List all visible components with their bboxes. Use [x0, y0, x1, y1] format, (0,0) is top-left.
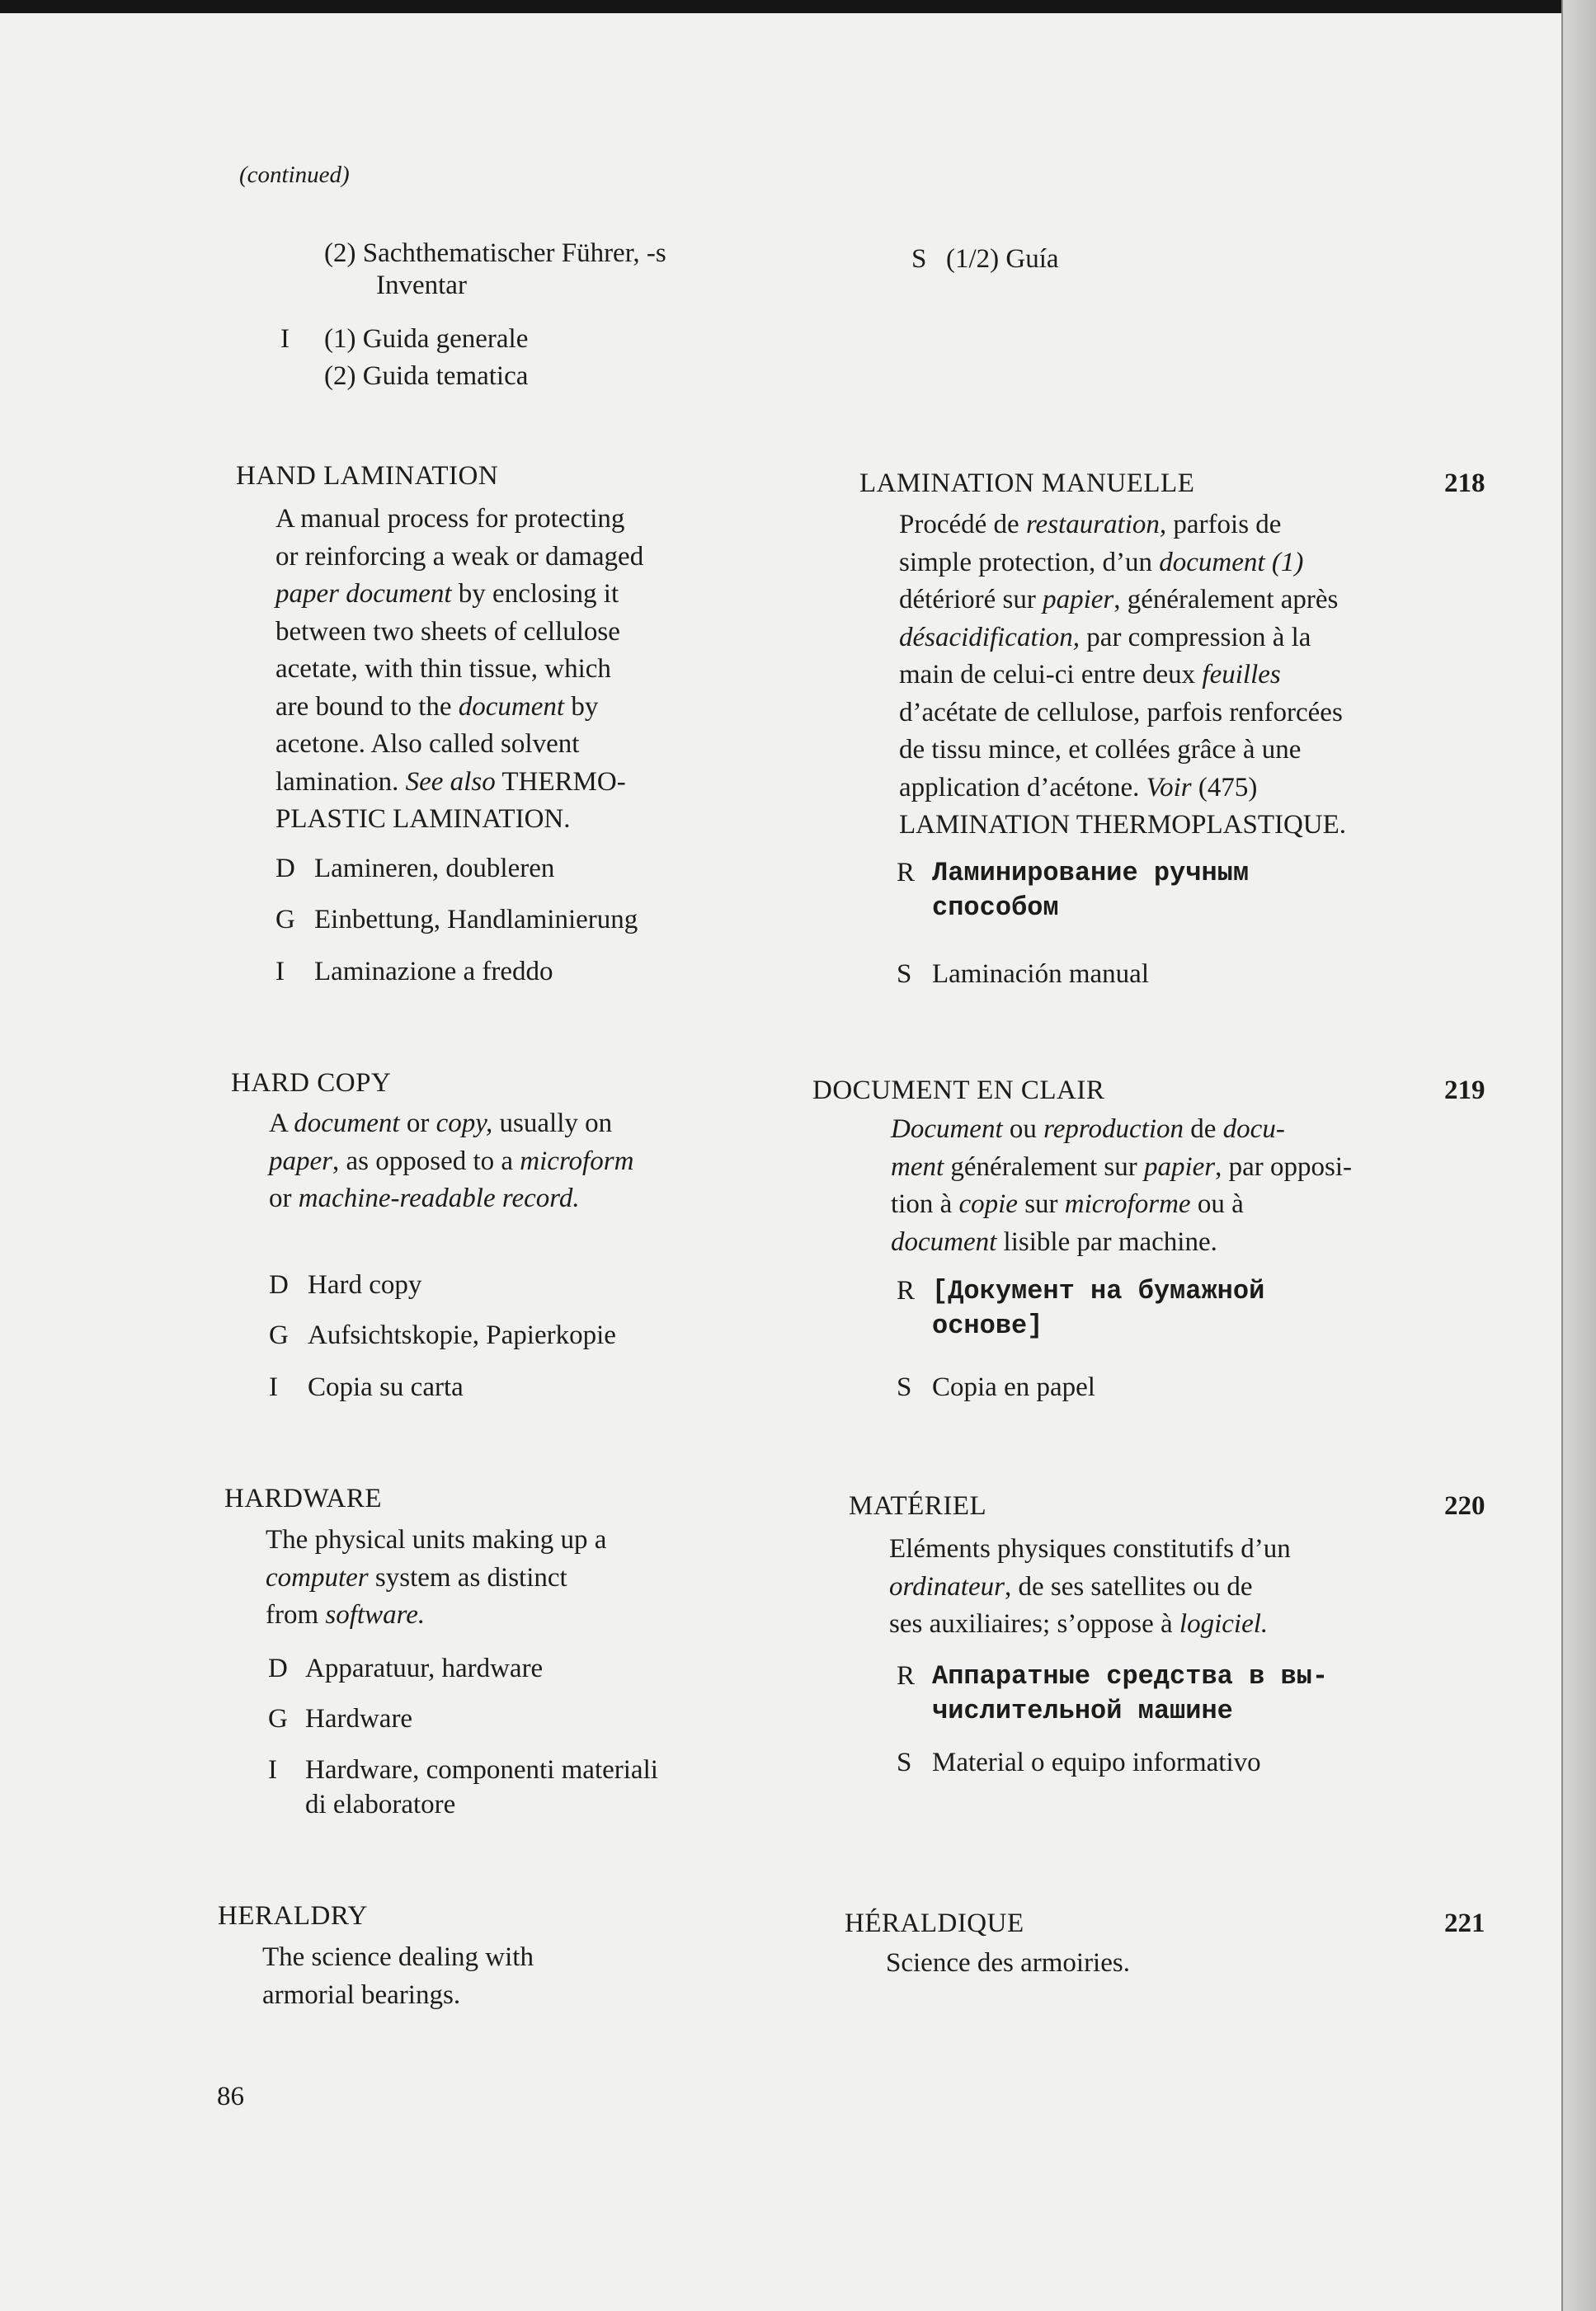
text-segment: ou à [1190, 1189, 1244, 1219]
equivalent-term: [Документ на бумажной [932, 1276, 1265, 1306]
equivalent-term: Einbettung, Handlaminierung [314, 905, 638, 934]
italic-term: software. [325, 1600, 426, 1630]
text-segment: between two sheets of cellulose [275, 616, 620, 647]
definition-line [899, 694, 1343, 732]
continued-line: (2) Guida tematica [324, 361, 529, 391]
equivalent-code: S [897, 1748, 912, 1777]
text-segment: , par opposi- [1215, 1151, 1353, 1182]
equivalent-term: Hard copy [308, 1270, 422, 1300]
text-segment: or [399, 1108, 436, 1138]
text-segment: , généralement après [1113, 585, 1339, 614]
definition-line [266, 1597, 425, 1634]
equivalent-code: I [268, 1755, 277, 1785]
text-segment: main de celui-ci entre deux [899, 660, 1203, 690]
entry-term: MATÉRIEL [849, 1491, 987, 1521]
italic-term: ordinateur [889, 1571, 1005, 1602]
equivalent-code: S [897, 959, 912, 989]
definition-line [899, 732, 1301, 769]
text-segment: ou [1002, 1114, 1044, 1144]
equivalent-code: G [275, 905, 295, 934]
definition-line [269, 1180, 580, 1217]
italic-term: machine-readable record. [298, 1184, 580, 1213]
text-segment: or reinforcing a weak or damaged [275, 541, 644, 572]
italic-term: Voir [1146, 772, 1192, 802]
equivalent-term: Laminación manual [932, 959, 1149, 989]
italic-term: reproduction [1043, 1114, 1184, 1144]
entry-term: LAMINATION MANUELLE [859, 468, 1195, 498]
continued-line: (2) Sachthematischer Führer, -s [324, 238, 666, 268]
italic-term: paper [269, 1146, 332, 1176]
text-segment: PLASTIC LAMINATION. [275, 804, 571, 834]
text-segment: détérioré sur [899, 585, 1043, 614]
text-segment: by enclosing it [451, 579, 619, 609]
text-segment: par compression à la [1080, 622, 1311, 652]
definition-line [899, 657, 1281, 694]
definition-line [886, 1945, 1130, 1982]
italic-term: désacidification, [899, 622, 1080, 652]
text-segment: généralement sur [944, 1151, 1144, 1182]
equivalent-code: I [280, 324, 290, 354]
text-segment: , de ses satellites ou de [1004, 1571, 1253, 1602]
text-segment: acetate, with thin tissue, which [275, 654, 611, 684]
equivalent-term: Аппаратные средства в вы- [932, 1661, 1329, 1692]
equivalent-term: Laminazione a freddo [314, 957, 553, 986]
text-segment: de tissu mince, et collées grâce à une [899, 735, 1302, 765]
definition-line [275, 689, 598, 726]
definition-line [889, 1569, 1253, 1606]
page-number: 86 [217, 2082, 244, 2111]
text-segment: (475) [1191, 772, 1258, 802]
text-segment: or [269, 1184, 299, 1213]
text-segment: THERMO- [495, 766, 626, 797]
text-segment: are bound to the [275, 691, 459, 722]
entry-term: HERALDRY [218, 1901, 368, 1931]
definition-line [899, 619, 1311, 657]
equivalent-term: Hardware, componenti materiali [305, 1755, 658, 1785]
definition-line [275, 801, 571, 838]
scan-right-edge [1561, 0, 1596, 2311]
definition-line [889, 1531, 1291, 1568]
italic-term: Document [891, 1114, 1003, 1144]
equivalent-term: Hardware [305, 1704, 413, 1734]
equivalent-code: I [269, 1372, 278, 1402]
text-segment: application d’acétone. [899, 772, 1146, 802]
equivalent-term: Lamineren, doubleren [314, 854, 555, 883]
definition-line [269, 1143, 633, 1180]
equivalent-term: Apparatuur, hardware [305, 1654, 544, 1683]
text-segment: ses auxiliaires; s’oppose à [889, 1609, 1179, 1639]
definition-line [275, 539, 643, 576]
italic-term: document [294, 1108, 400, 1138]
italic-term: paper document [275, 579, 452, 609]
entry-term: HARD COPY [231, 1068, 392, 1098]
italic-term: logiciel. [1179, 1609, 1269, 1639]
equivalent-term: числительной машине [932, 1696, 1233, 1726]
text-segment: lisible par machine. [996, 1226, 1217, 1257]
definition-line [891, 1186, 1244, 1223]
definition-line [899, 544, 1303, 581]
continued-line: (1/2) Guía [946, 244, 1059, 274]
definition-line [275, 614, 620, 651]
definition-line [262, 1939, 534, 1976]
text-segment: The science dealing with [262, 1942, 534, 1972]
equivalent-code: S [897, 1372, 912, 1402]
italic-term: microforme [1064, 1189, 1191, 1219]
definition-line [275, 501, 624, 538]
definition-line [266, 1560, 567, 1597]
entry-number: 219 [1444, 1075, 1485, 1105]
definition-line [899, 807, 1346, 844]
text-segment: de [1184, 1114, 1223, 1144]
italic-term: restauration, [1025, 510, 1167, 539]
entry-number: 218 [1444, 468, 1485, 498]
italic-term: copy, [435, 1108, 493, 1138]
equivalent-code: R [897, 1276, 916, 1306]
italic-term: ment [891, 1151, 944, 1182]
definition-line [275, 764, 626, 801]
equivalent-term: Copia en papel [932, 1372, 1095, 1402]
definition-line [275, 651, 611, 688]
equivalent-term: Material o equipo informativo [932, 1748, 1261, 1777]
equivalent-code: R [897, 1661, 916, 1691]
italic-term: papier [1043, 585, 1114, 614]
definition-line [891, 1149, 1352, 1186]
text-segment: , as opposed to a [332, 1146, 520, 1176]
text-segment: tion à [891, 1189, 959, 1219]
equivalent-code: I [275, 957, 285, 986]
equivalent-code: S [911, 244, 927, 274]
entry-number: 221 [1444, 1909, 1485, 1938]
text-segment: lamination. [275, 766, 406, 797]
italic-term: papier [1143, 1151, 1216, 1182]
text-segment: parfois de [1166, 510, 1282, 539]
equivalent-term: основе] [932, 1311, 1043, 1341]
definition-line [891, 1111, 1285, 1148]
equivalent-term: di elaboratore [305, 1790, 456, 1819]
equivalent-code: G [268, 1704, 288, 1734]
italic-term: feuilles [1202, 660, 1281, 690]
text-segment: Eléments physiques constitutifs d’un [889, 1534, 1291, 1564]
italic-term: copie [958, 1189, 1018, 1219]
equivalent-term: Aufsichtskopie, Papierkopie [308, 1320, 616, 1350]
definition-line [889, 1606, 1268, 1643]
definition-line [275, 576, 619, 613]
text-segment: from [266, 1600, 326, 1630]
entry-term: DOCUMENT EN CLAIR [812, 1075, 1105, 1105]
definition-line [899, 770, 1257, 807]
definition-line [899, 581, 1338, 619]
italic-term: microform [520, 1146, 634, 1176]
italic-term: document (1) [1159, 547, 1304, 577]
definition-line [899, 506, 1281, 544]
equivalent-code: D [275, 854, 295, 883]
italic-term: document [891, 1226, 997, 1257]
italic-term: See also [405, 766, 496, 797]
text-segment: The physical units making up a [266, 1525, 607, 1555]
text-segment: LAMINATION THERMOPLASTIQUE. [899, 810, 1347, 840]
text-segment: usually on [492, 1108, 613, 1138]
text-segment: armorial bearings. [262, 1979, 461, 2010]
definition-line [275, 726, 579, 763]
entry-term: HÉRALDIQUE [845, 1909, 1024, 1938]
italic-term: document [458, 691, 565, 722]
continued-label: (continued) [239, 162, 350, 188]
page-gutter-line [1561, 0, 1563, 2311]
text-segment: A [269, 1108, 294, 1138]
definition-line [891, 1224, 1217, 1261]
text-segment: by [564, 691, 599, 722]
definition-line [266, 1522, 606, 1559]
definition-line [269, 1105, 612, 1142]
equivalent-term: Ламинирование ручным [932, 858, 1250, 888]
definition-line [262, 1977, 460, 2014]
text-segment: Procédé de [899, 510, 1026, 539]
entry-term: HAND LAMINATION [236, 461, 499, 491]
text-segment: A manual process for protecting [275, 504, 625, 534]
continued-line: Inventar [376, 271, 467, 300]
entry-term: HARDWARE [224, 1484, 382, 1513]
entry-number: 220 [1444, 1491, 1485, 1521]
text-segment: d’acétate de cellulose, parfois renforcées [899, 697, 1343, 727]
italic-term: docu- [1222, 1114, 1285, 1144]
equivalent-code: G [269, 1320, 289, 1350]
text-segment: system as distinct [368, 1562, 567, 1593]
equivalent-term: Copia su carta [308, 1372, 464, 1402]
text-segment: sur [1017, 1189, 1065, 1219]
text-segment: Science des armoiries. [886, 1948, 1130, 1978]
scan-top-edge [0, 0, 1596, 13]
text-segment: acetone. Also called solvent [275, 729, 580, 759]
continued-line: (1) Guida generale [324, 324, 529, 354]
equivalent-term: способом [932, 892, 1059, 923]
text-segment: simple protection, d’un [899, 547, 1160, 577]
equivalent-code: D [268, 1654, 288, 1683]
equivalent-code: D [269, 1270, 289, 1300]
equivalent-code: R [897, 858, 916, 887]
italic-term: computer [266, 1562, 369, 1593]
